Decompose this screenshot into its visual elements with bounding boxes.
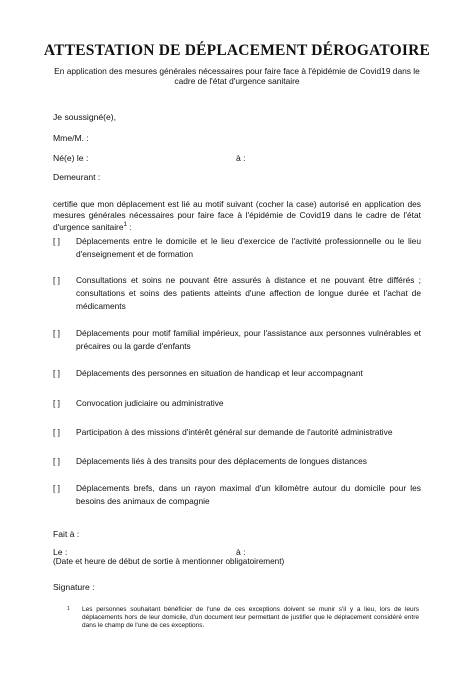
certification-text: certifie que mon déplacement est lié au motif suivant (cocher la case) autorisé en application des mesures générales nécessaires pour faire face à l'épidémie de Covid19 dans le cadre de l'état d'urgence sanitaire (53, 199, 421, 232)
date-instruction: (Date et heure de début de sortie à mentionner obligatoirement) (53, 557, 285, 566)
footnote-text: Les personnes souhaitant bénéficier de l'une de ces exceptions doivent se munir s'il y a lieu, lors de leurs déplacements hors de leur domicile, d'un document leur permettant de justifier que le déplacement considéré entre dans le champ de l'une de ces exceptions. (82, 606, 419, 630)
checkbox[interactable]: [ ] (53, 275, 60, 285)
certification-colon: : (126, 221, 132, 232)
checkbox[interactable]: [ ] (53, 328, 60, 338)
checkbox[interactable]: [ ] (53, 456, 60, 466)
signature-label: Signature : (53, 582, 95, 592)
footnote-reference: 1 (123, 222, 127, 228)
checkbox[interactable]: [ ] (53, 236, 60, 246)
residence-label: Demeurant : (53, 172, 101, 182)
time-label: à : (236, 547, 246, 557)
date-label: Le : (53, 547, 68, 557)
made-at-label: Fait à : (53, 529, 80, 539)
reason-label: Déplacements brefs, dans un rayon maximal d'un kilomètre autour du domicile pour les besoins des animaux de compagnie (76, 483, 421, 506)
reason-label: Déplacements entre le domicile et le lieu d'exercice de l'activité professionnelle ou le lieu d'enseignement et de formation (76, 236, 421, 259)
document-subtitle: En application des mesures générales nécessaires pour faire face à l'épidémie de Covid19 dans le cadre de l'état d'urgence sanitaire (54, 66, 420, 86)
footnote-mark: 1 (67, 606, 70, 612)
document-title: ATTESTATION DE DÉPLACEMENT DÉROGATOIRE (43, 42, 431, 59)
checkbox[interactable]: [ ] (53, 483, 60, 493)
undersigned-label: Je soussigné(e), (53, 112, 117, 122)
reason-label: Déplacements liés à des transits pour des déplacements de longues distances (76, 456, 367, 466)
name-field-label: Mme/M. : (53, 133, 89, 143)
checkbox[interactable]: [ ] (53, 368, 60, 378)
reason-label: Déplacements pour motif familial impérieux, pour l'assistance aux personnes vulnérables et précaires ou la garde d'enfants (76, 328, 421, 351)
reason-label: Consultations et soins ne pouvant être assurés à distance et ne pouvant être différés ; consultations et soins des patients atteints d'une affection de longue durée et l'achat de médicaments (76, 275, 421, 311)
checkbox[interactable]: [ ] (53, 427, 60, 437)
reason-label: Participation à des missions d'intérêt général sur demande de l'autorité administrative (76, 427, 393, 437)
birth-place-label: à : (236, 153, 246, 163)
reason-label: Convocation judiciaire ou administrative (76, 398, 224, 408)
certification-paragraph (53, 199, 421, 232)
birth-date-label: Né(e) le : (53, 153, 89, 163)
checkbox[interactable]: [ ] (53, 398, 60, 408)
reason-label: Déplacements des personnes en situation de handicap et leur accompagnant (76, 368, 363, 378)
